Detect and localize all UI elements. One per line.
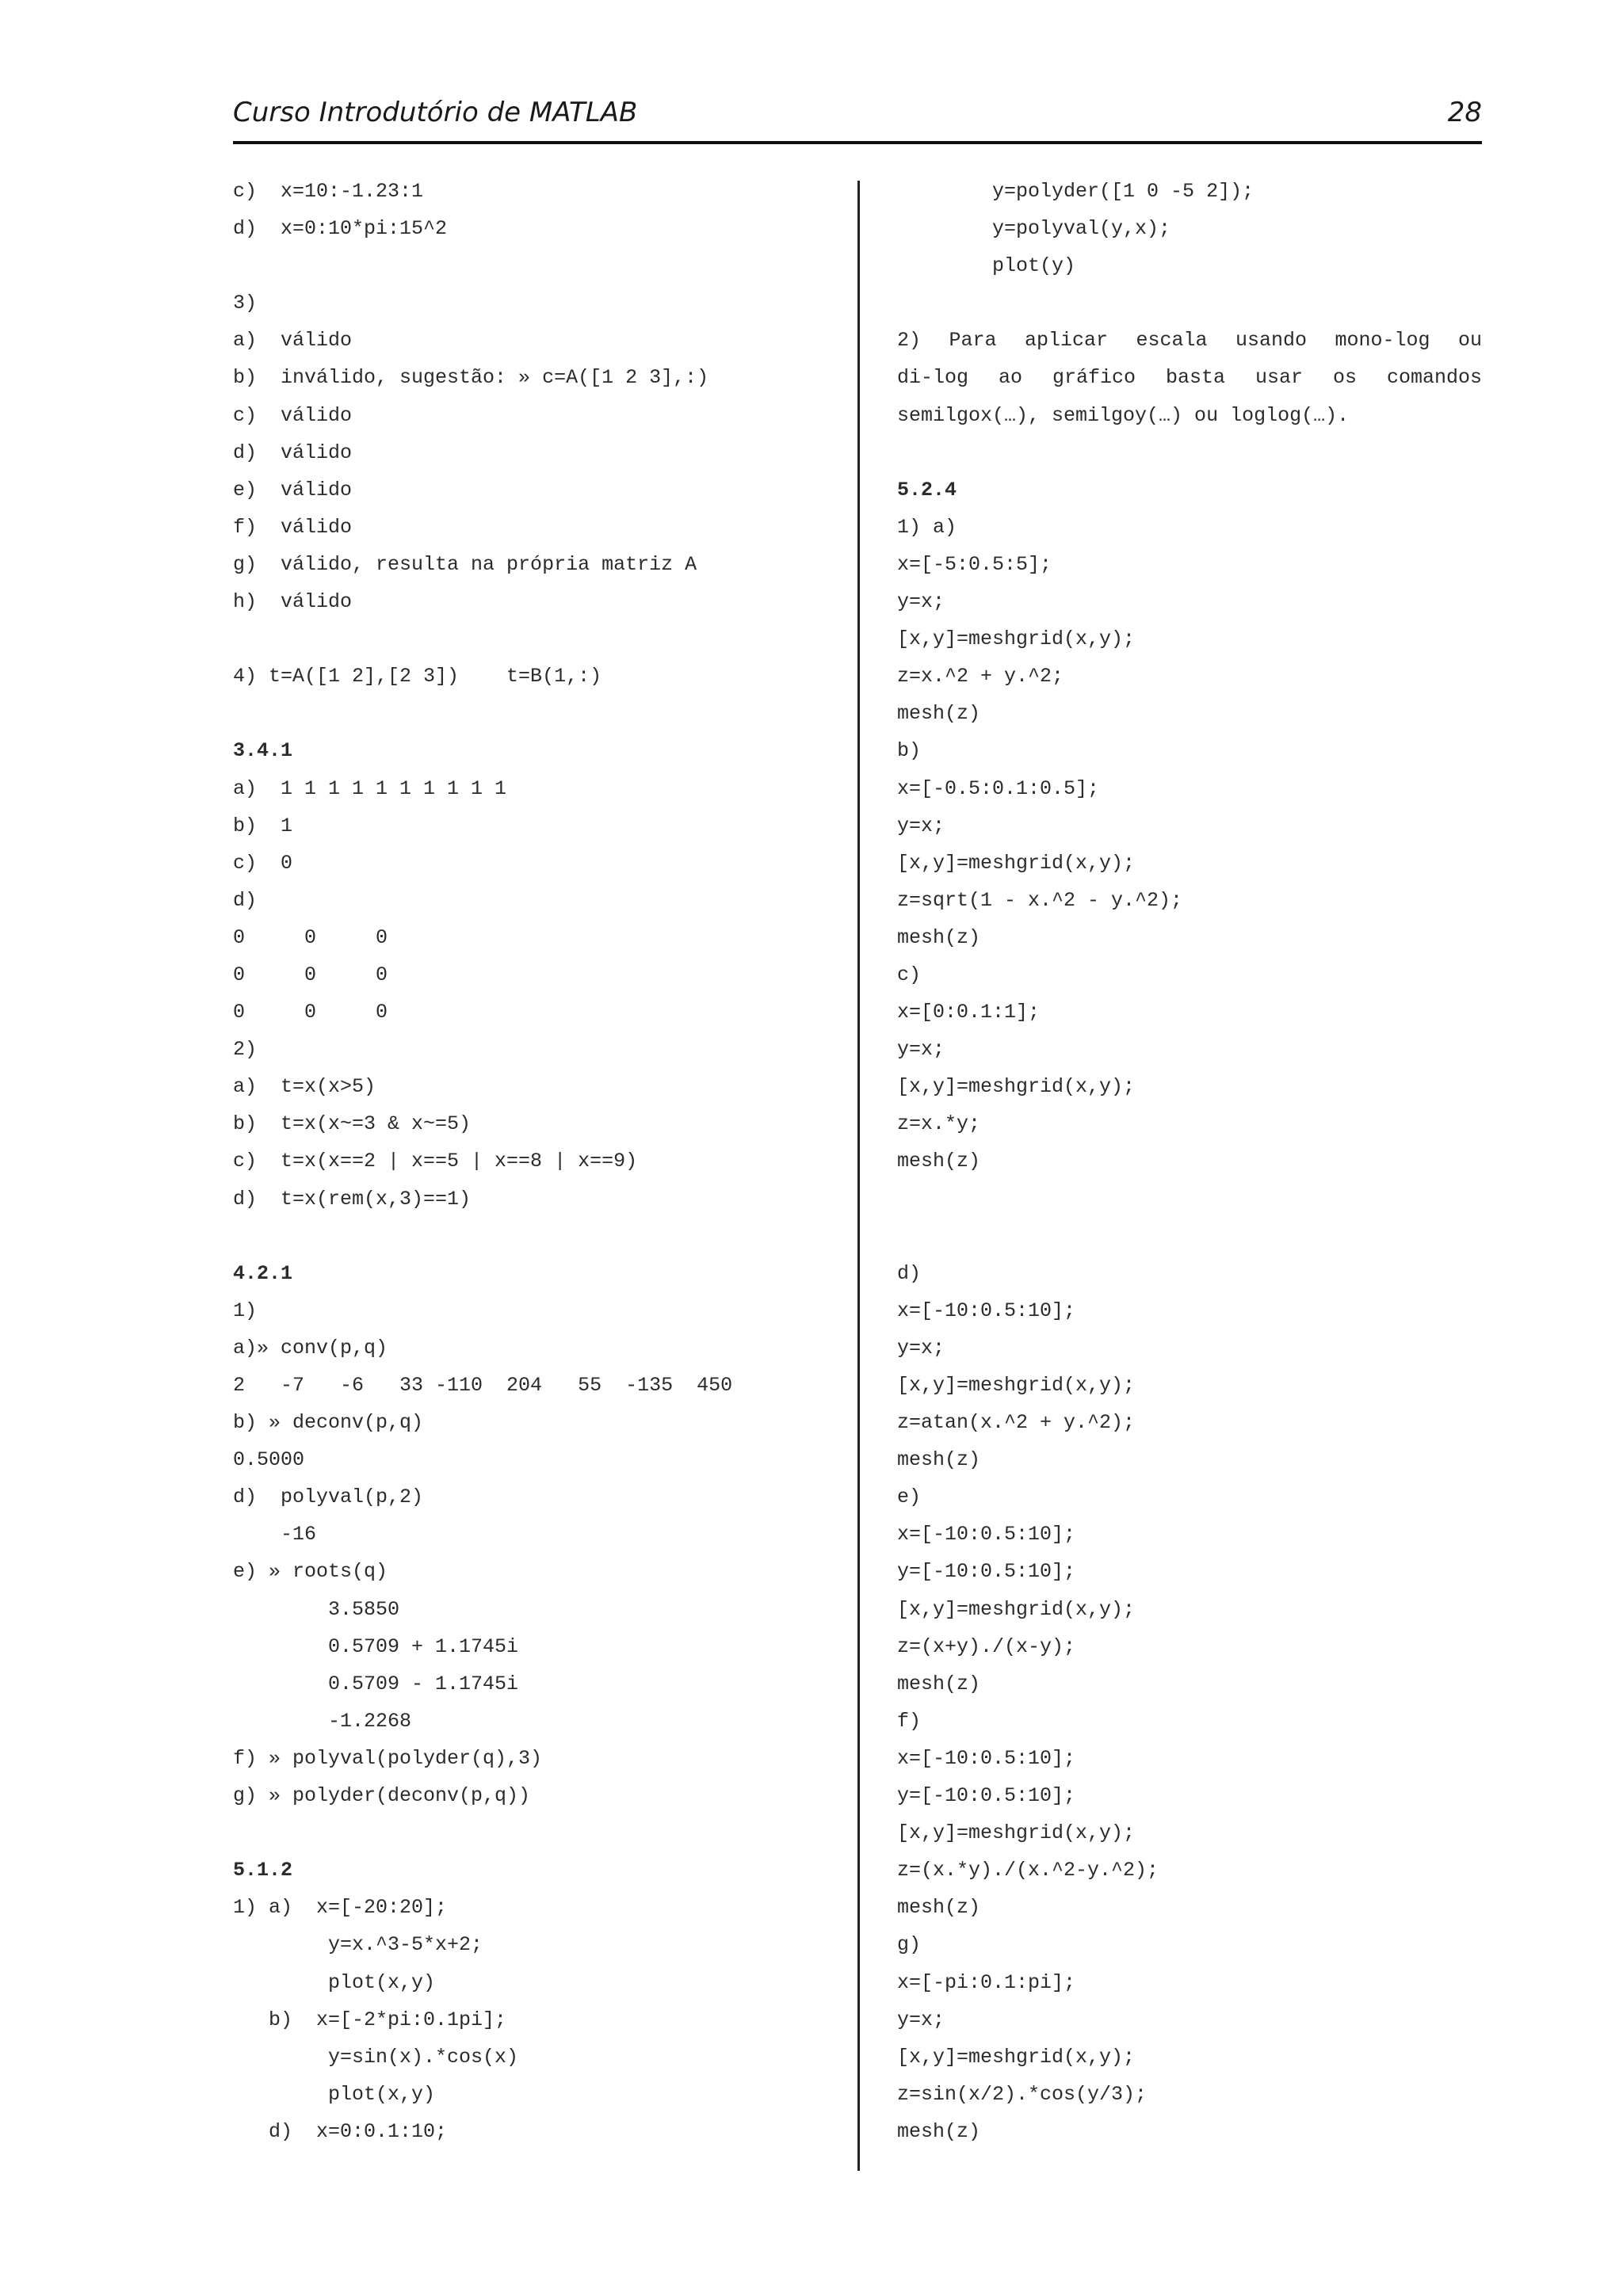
text-line: x=[0:0.1:1]; <box>897 1001 1041 1024</box>
text-line: c) x=10:-1.23:1 <box>233 180 424 203</box>
section-heading: 5.2.4 <box>897 478 957 502</box>
text-line: e) » roots(q) <box>233 1560 388 1584</box>
text-line: y=x; <box>897 590 945 614</box>
left-column <box>233 173 843 2150</box>
text-line: f) » polyval(polyder(q),3) <box>233 1746 543 1770</box>
text-line: d) t=x(rem(x,3)==1) <box>233 1187 472 1211</box>
text-line <box>233 1218 843 1255</box>
text-line: c) válido <box>233 403 353 427</box>
text-line: y=[-10:0.5:10]; <box>897 1784 1076 1808</box>
text-line: z=(x.*y)./(x.^2-y.^2); <box>897 1859 1159 1882</box>
text-line: plot(y) <box>897 254 1076 278</box>
text-line <box>233 695 843 732</box>
text-line <box>897 434 1482 471</box>
text-line: 0 0 0 <box>233 1001 388 1024</box>
text-line <box>897 284 1482 322</box>
text-line: x=[-10:0.5:10]; <box>897 1523 1076 1547</box>
text-line: a) válido <box>233 329 353 353</box>
text-line: b) t=x(x~=3 & x~=5) <box>233 1112 472 1136</box>
text-line: [x,y]=meshgrid(x,y); <box>897 851 1136 875</box>
text-line: a) 1 1 1 1 1 1 1 1 1 1 <box>233 776 507 800</box>
text-line: plot(x,y) <box>233 1970 436 1994</box>
text-line: mesh(z) <box>897 925 981 949</box>
text-line <box>233 620 843 658</box>
text-line: 2) Para aplicar escala usando mono-log ou <box>897 329 1482 353</box>
right-column <box>897 173 1482 2150</box>
text-line <box>233 247 843 284</box>
page-header <box>233 93 1482 144</box>
page-number: 28 <box>1447 97 1482 128</box>
text-line <box>897 1218 1482 1255</box>
text-line: mesh(z) <box>897 702 981 726</box>
text-line: g) válido, resulta na própria matriz A <box>233 552 697 576</box>
text-line: plot(x,y) <box>233 2082 436 2106</box>
text-line: x=[-10:0.5:10]; <box>897 1299 1076 1322</box>
text-line: h) válido <box>233 590 353 614</box>
text-line: 2) <box>233 1038 258 1062</box>
text-line: y=x; <box>897 1038 945 1062</box>
text-line <box>897 1180 1482 1218</box>
text-line: y=polyder([1 0 -5 2]); <box>897 180 1254 203</box>
text-line: f) <box>897 1709 922 1733</box>
text-line: x=[-pi:0.1:pi]; <box>897 1970 1076 1994</box>
text-line: 3) <box>233 292 258 315</box>
text-line: mesh(z) <box>897 1672 981 1695</box>
text-line: -1.2268 <box>233 1709 412 1733</box>
text-line: mesh(z) <box>897 1448 981 1472</box>
text-line: y=x; <box>897 814 945 837</box>
text-line: y=polyval(y,x); <box>897 217 1171 241</box>
text-line: 0 0 0 <box>233 963 388 986</box>
text-line: 0 0 0 <box>233 925 388 949</box>
text-line: z=(x+y)./(x-y); <box>897 1634 1076 1658</box>
text-line: b) x=[-2*pi:0.1pi]; <box>233 2008 507 2031</box>
text-line: y=x; <box>897 1336 945 1360</box>
text-line: 1) <box>233 1299 258 1322</box>
text-line: d) <box>233 888 258 912</box>
section-heading: 5.1.2 <box>233 1859 293 1882</box>
text-line: x=[-10:0.5:10]; <box>897 1746 1076 1770</box>
text-line: 1) a) x=[-20:20]; <box>233 1896 448 1920</box>
text-line: d) x=0:0.1:10; <box>233 2119 448 2143</box>
text-line: semilgox(…), semilgoy(…) ou loglog(…). <box>897 403 1350 427</box>
section-heading: 4.2.1 <box>233 1261 293 1285</box>
text-line: [x,y]=meshgrid(x,y); <box>897 1821 1136 1845</box>
text-line: [x,y]=meshgrid(x,y); <box>897 2045 1136 2069</box>
text-line: di-log ao gráfico basta usar os comandos <box>897 366 1482 390</box>
text-line: mesh(z) <box>897 2119 981 2143</box>
text-line: z=sin(x/2).*cos(y/3); <box>897 2082 1148 2106</box>
text-line <box>233 1814 843 1852</box>
text-line: e) <box>897 1486 922 1509</box>
text-line: [x,y]=meshgrid(x,y); <box>897 1374 1136 1397</box>
text-line: [x,y]=meshgrid(x,y); <box>897 627 1136 651</box>
text-line: b) inválido, sugestão: » c=A([1 2 3],:) <box>233 366 709 390</box>
text-line: y=x.^3-5*x+2; <box>233 1933 483 1957</box>
text-line: 0.5709 - 1.1745i <box>233 1672 519 1695</box>
text-line: c) 0 <box>233 851 293 875</box>
column-divider <box>857 181 860 2171</box>
section-heading: 3.4.1 <box>233 739 293 763</box>
text-line: z=x.*y; <box>897 1112 981 1136</box>
text-line: [x,y]=meshgrid(x,y); <box>897 1075 1136 1099</box>
text-line: b) <box>897 739 922 763</box>
text-line: f) válido <box>233 515 353 539</box>
text-line: a) t=x(x>5) <box>233 1075 376 1099</box>
text-line: b) 1 <box>233 814 293 837</box>
text-line: z=x.^2 + y.^2; <box>897 665 1064 688</box>
text-line: z=atan(x.^2 + y.^2); <box>897 1411 1136 1435</box>
text-line: -16 <box>233 1523 317 1547</box>
text-line: c) t=x(x==2 | x==5 | x==8 | x==9) <box>233 1150 638 1173</box>
text-line: d) <box>897 1261 922 1285</box>
text-line: g) <box>897 1933 922 1957</box>
text-line: y=sin(x).*cos(x) <box>233 2045 519 2069</box>
text-line: z=sqrt(1 - x.^2 - y.^2); <box>897 888 1183 912</box>
text-line: d) válido <box>233 441 353 464</box>
text-line: 0.5000 <box>233 1448 305 1472</box>
text-line: y=[-10:0.5:10]; <box>897 1560 1076 1584</box>
text-line: 2 -7 -6 33 -110 204 55 -135 450 <box>233 1374 733 1397</box>
text-line: 1) a) <box>897 515 957 539</box>
text-line: d) x=0:10*pi:15^2 <box>233 217 448 241</box>
text-line: d) polyval(p,2) <box>233 1486 424 1509</box>
text-line: e) válido <box>233 478 353 502</box>
text-line: 3.5850 <box>233 1597 400 1621</box>
text-line: 0.5709 + 1.1745i <box>233 1634 519 1658</box>
text-line: mesh(z) <box>897 1150 981 1173</box>
text-line: c) <box>897 963 922 986</box>
text-line: g) » polyder(deconv(p,q)) <box>233 1784 531 1808</box>
header-title: Curso Introdutório de MATLAB <box>233 97 638 128</box>
text-line: x=[-0.5:0.1:0.5]; <box>897 776 1100 800</box>
text-line: mesh(z) <box>897 1896 981 1920</box>
text-line: [x,y]=meshgrid(x,y); <box>897 1597 1136 1621</box>
text-line: a)» conv(p,q) <box>233 1336 388 1360</box>
text-line: 4) t=A([1 2],[2 3]) t=B(1,:) <box>233 665 602 688</box>
text-line: x=[-5:0.5:5]; <box>897 552 1052 576</box>
text-line: y=x; <box>897 2008 945 2031</box>
text-line: b) » deconv(p,q) <box>233 1411 424 1435</box>
